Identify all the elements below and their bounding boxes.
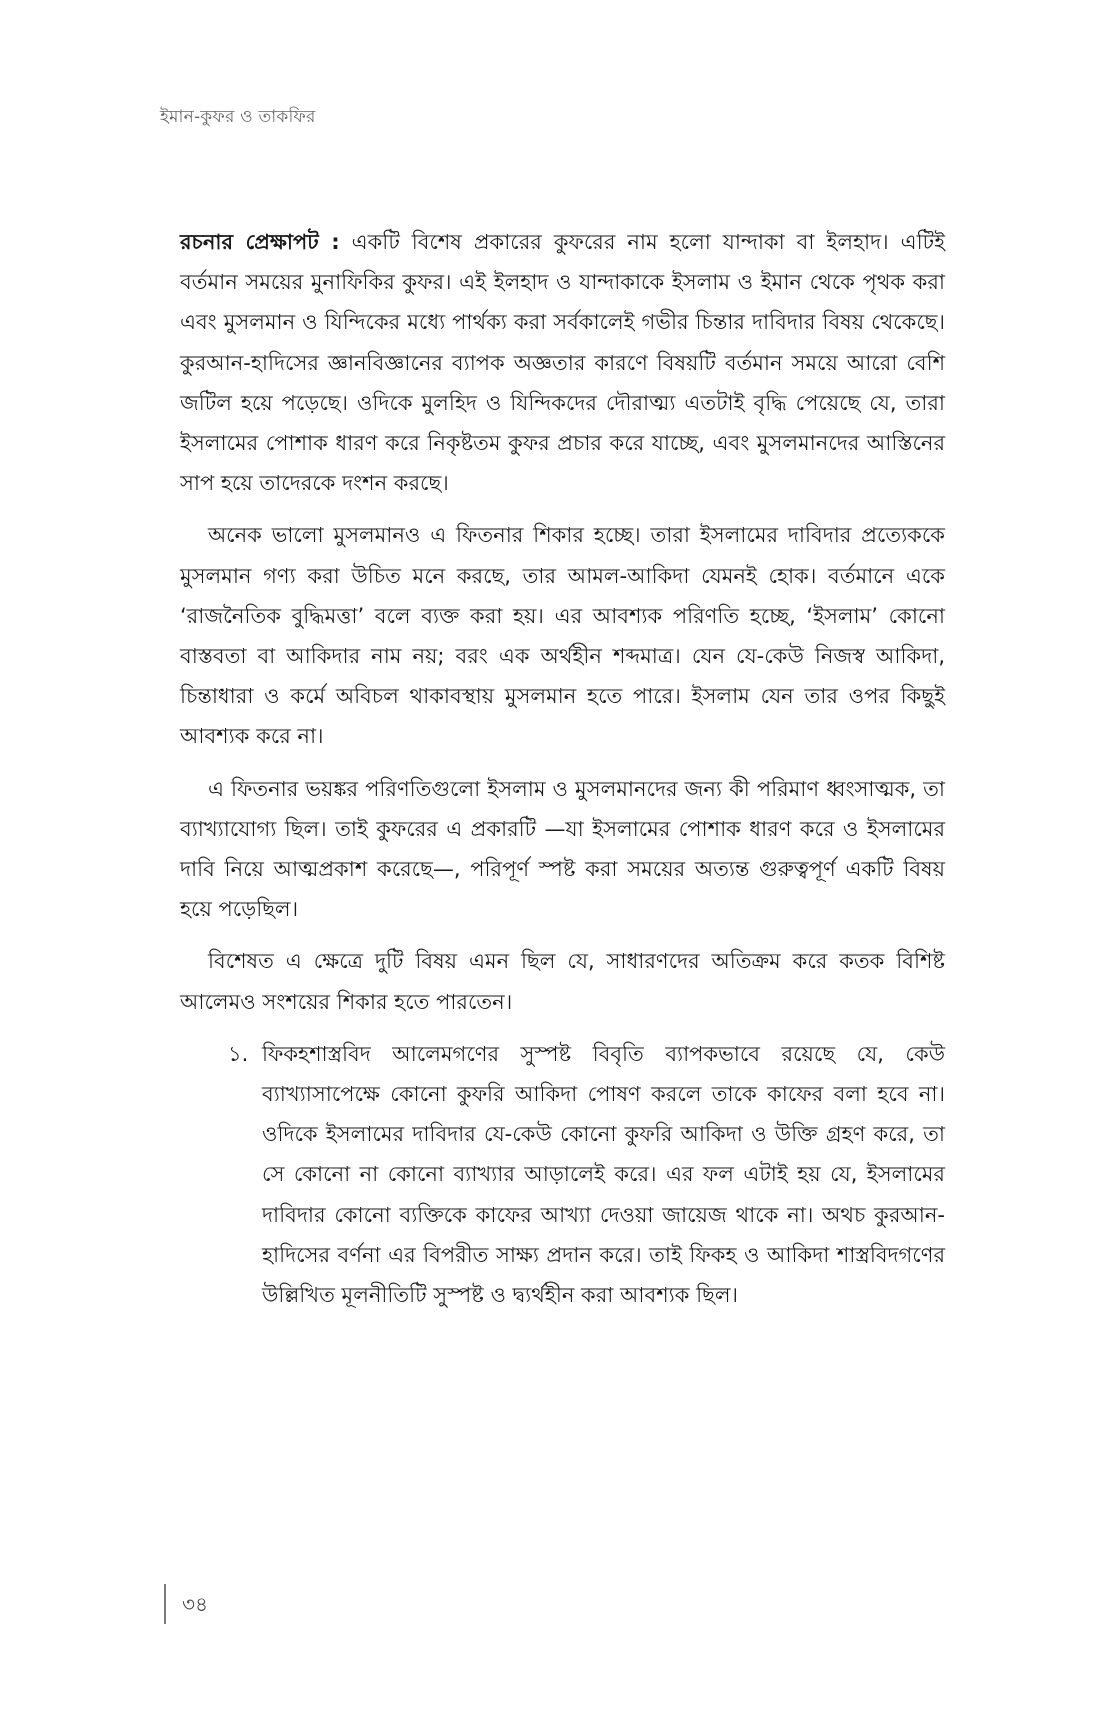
numbered-item-1 [228, 1034, 945, 1315]
paragraph-fitna-consequences: এ ফিতনার ভয়ঙ্কর পরিণতিগুলো ইসলাম ও মুসলমানদের জন্য কী পরিমাণ ধ্বংসাত্মক, তা ব্যাখ্যাযোগ্য ছিল। তাই কুফরের এ প্রকারটি —যা ইসলামের পোশাক ধারণ করে ও ইসলামের দাবি নিয়ে আত্মপ্রকাশ করেছে—, পরিপূর্ণ স্পষ্ট করা সময়ের অত্যন্ত গুরুত্বপূর্ণ একটি বিষয় হয়ে পড়েছিল। [180, 776, 945, 922]
page-body [180, 222, 945, 1315]
page-number-rule [164, 1584, 166, 1624]
paragraph-background [180, 222, 945, 503]
paragraph-fitna-victims: অনেক ভালো মুসলমানও এ ফিতনার শিকার হচ্ছে। তারা ইসলামের দাবিদার প্রত্যেককে মুসলমান গণ্য করা উচিত মনে করছে, তার আমল-আকিদা যেমনই হোক। বর্তমানে একে ‘রাজনৈতিক বুদ্ধিমত্তা’ বলে ব্যক্ত করা হয়। এর আবশ্যক পরিণতি হচ্ছে, ‘ইসলাম’ কোনো বাস্তবতা বা আকিদার নাম নয়; বরং এক অর্থহীন শব্দমাত্র। যেন যে-কেউ নিজস্ব আকিদা, চিন্তাধারা ও কর্মে অবিচল থাকাবস্থায় মুসলমান হতে পারে। ইসলাম যেন তার ওপর কিছুই আবশ্যক করে না। [180, 523, 945, 749]
paragraph-background-text: একটি বিশেষ প্রকারের কুফরের নাম হলো যান্দাকা বা ইলহাদ। এটিই বর্তমান সময়ের মুনাফিকির কুফর। এই ইলহাদ ও যান্দাকাকে ইসলাম ও ইমান থেকে পৃথক করা এবং মুসলমান ও যিন্দিকের মধ্যে পার্থক্য করা সর্বকালেই গভীর চিন্তার দাবিদার বিষয় থেকেছে। কুরআন-হাদিসের জ্ঞানবিজ্ঞানের ব্যাপক অজ্ঞতার কারণে বিষয়টি বর্তমান সময়ে আরো বেশি জটিল হয়ে পড়েছে। ওদিকে মুলহিদ ও যিন্দিকদের দৌরাত্ম্য এতটাই বৃদ্ধি পেয়েছে যে, তারা ইসলামের পোশাক ধারণ করে নিকৃষ্টতম কুফর প্রচার করে যাচ্ছে, এবং মুসলমানদের আস্তিনের সাপ হয়ে তাদেরকে দংশন করছে। [180, 230, 945, 496]
paragraph-two-issues: বিশেষত এ ক্ষেত্রে দুটি বিষয় এমন ছিল যে, সাধারণদের অতিক্রম করে কতক বিশিষ্ট আলেমও সংশয়ের শিকার হতে পারতেন। [180, 949, 945, 1014]
list-item-text: ফিকহশাস্ত্রবিদ আলেমগণের সুস্পষ্ট বিবৃতি ব্যাপকভাবে রয়েছে যে, কেউ ব্যাখ্যাসাপেক্ষে কোনো কুফরি আকিদা পোষণ করলে তাকে কাফের বলা হবে না। ওদিকে ইসলামের দাবিদার যে-কেউ কোনো কুফরি আকিদা ও উক্তি গ্রহণ করে, তা সে কোনো না কোনো ব্যাখ্যার আড়ালেই করে। এর ফল এটাই হয় যে, ইসলামের দাবিদার কোনো ব্যক্তিকে কাফের আখ্যা দেওয়া জায়েজ থাকে না। অথচ কুরআন-হাদিসের বর্ণনা এর বিপরীত সাক্ষ্য প্রদান করে। তাই ফিকহ ও আকিদা শাস্ত্রবিদগণের উল্লিখিত মূলনীতিটি সুস্পষ্ট ও দ্ব্যর্থহীন করা আবশ্যক ছিল। [262, 1041, 945, 1308]
paragraph-lead-heading: রচনার প্রেক্ষাপট : [180, 230, 340, 254]
running-header: ইমান-কুফর ও তাকফির [160, 107, 316, 127]
list-number: ১. [228, 1041, 249, 1066]
page-number: ৩৪ [182, 1592, 208, 1616]
